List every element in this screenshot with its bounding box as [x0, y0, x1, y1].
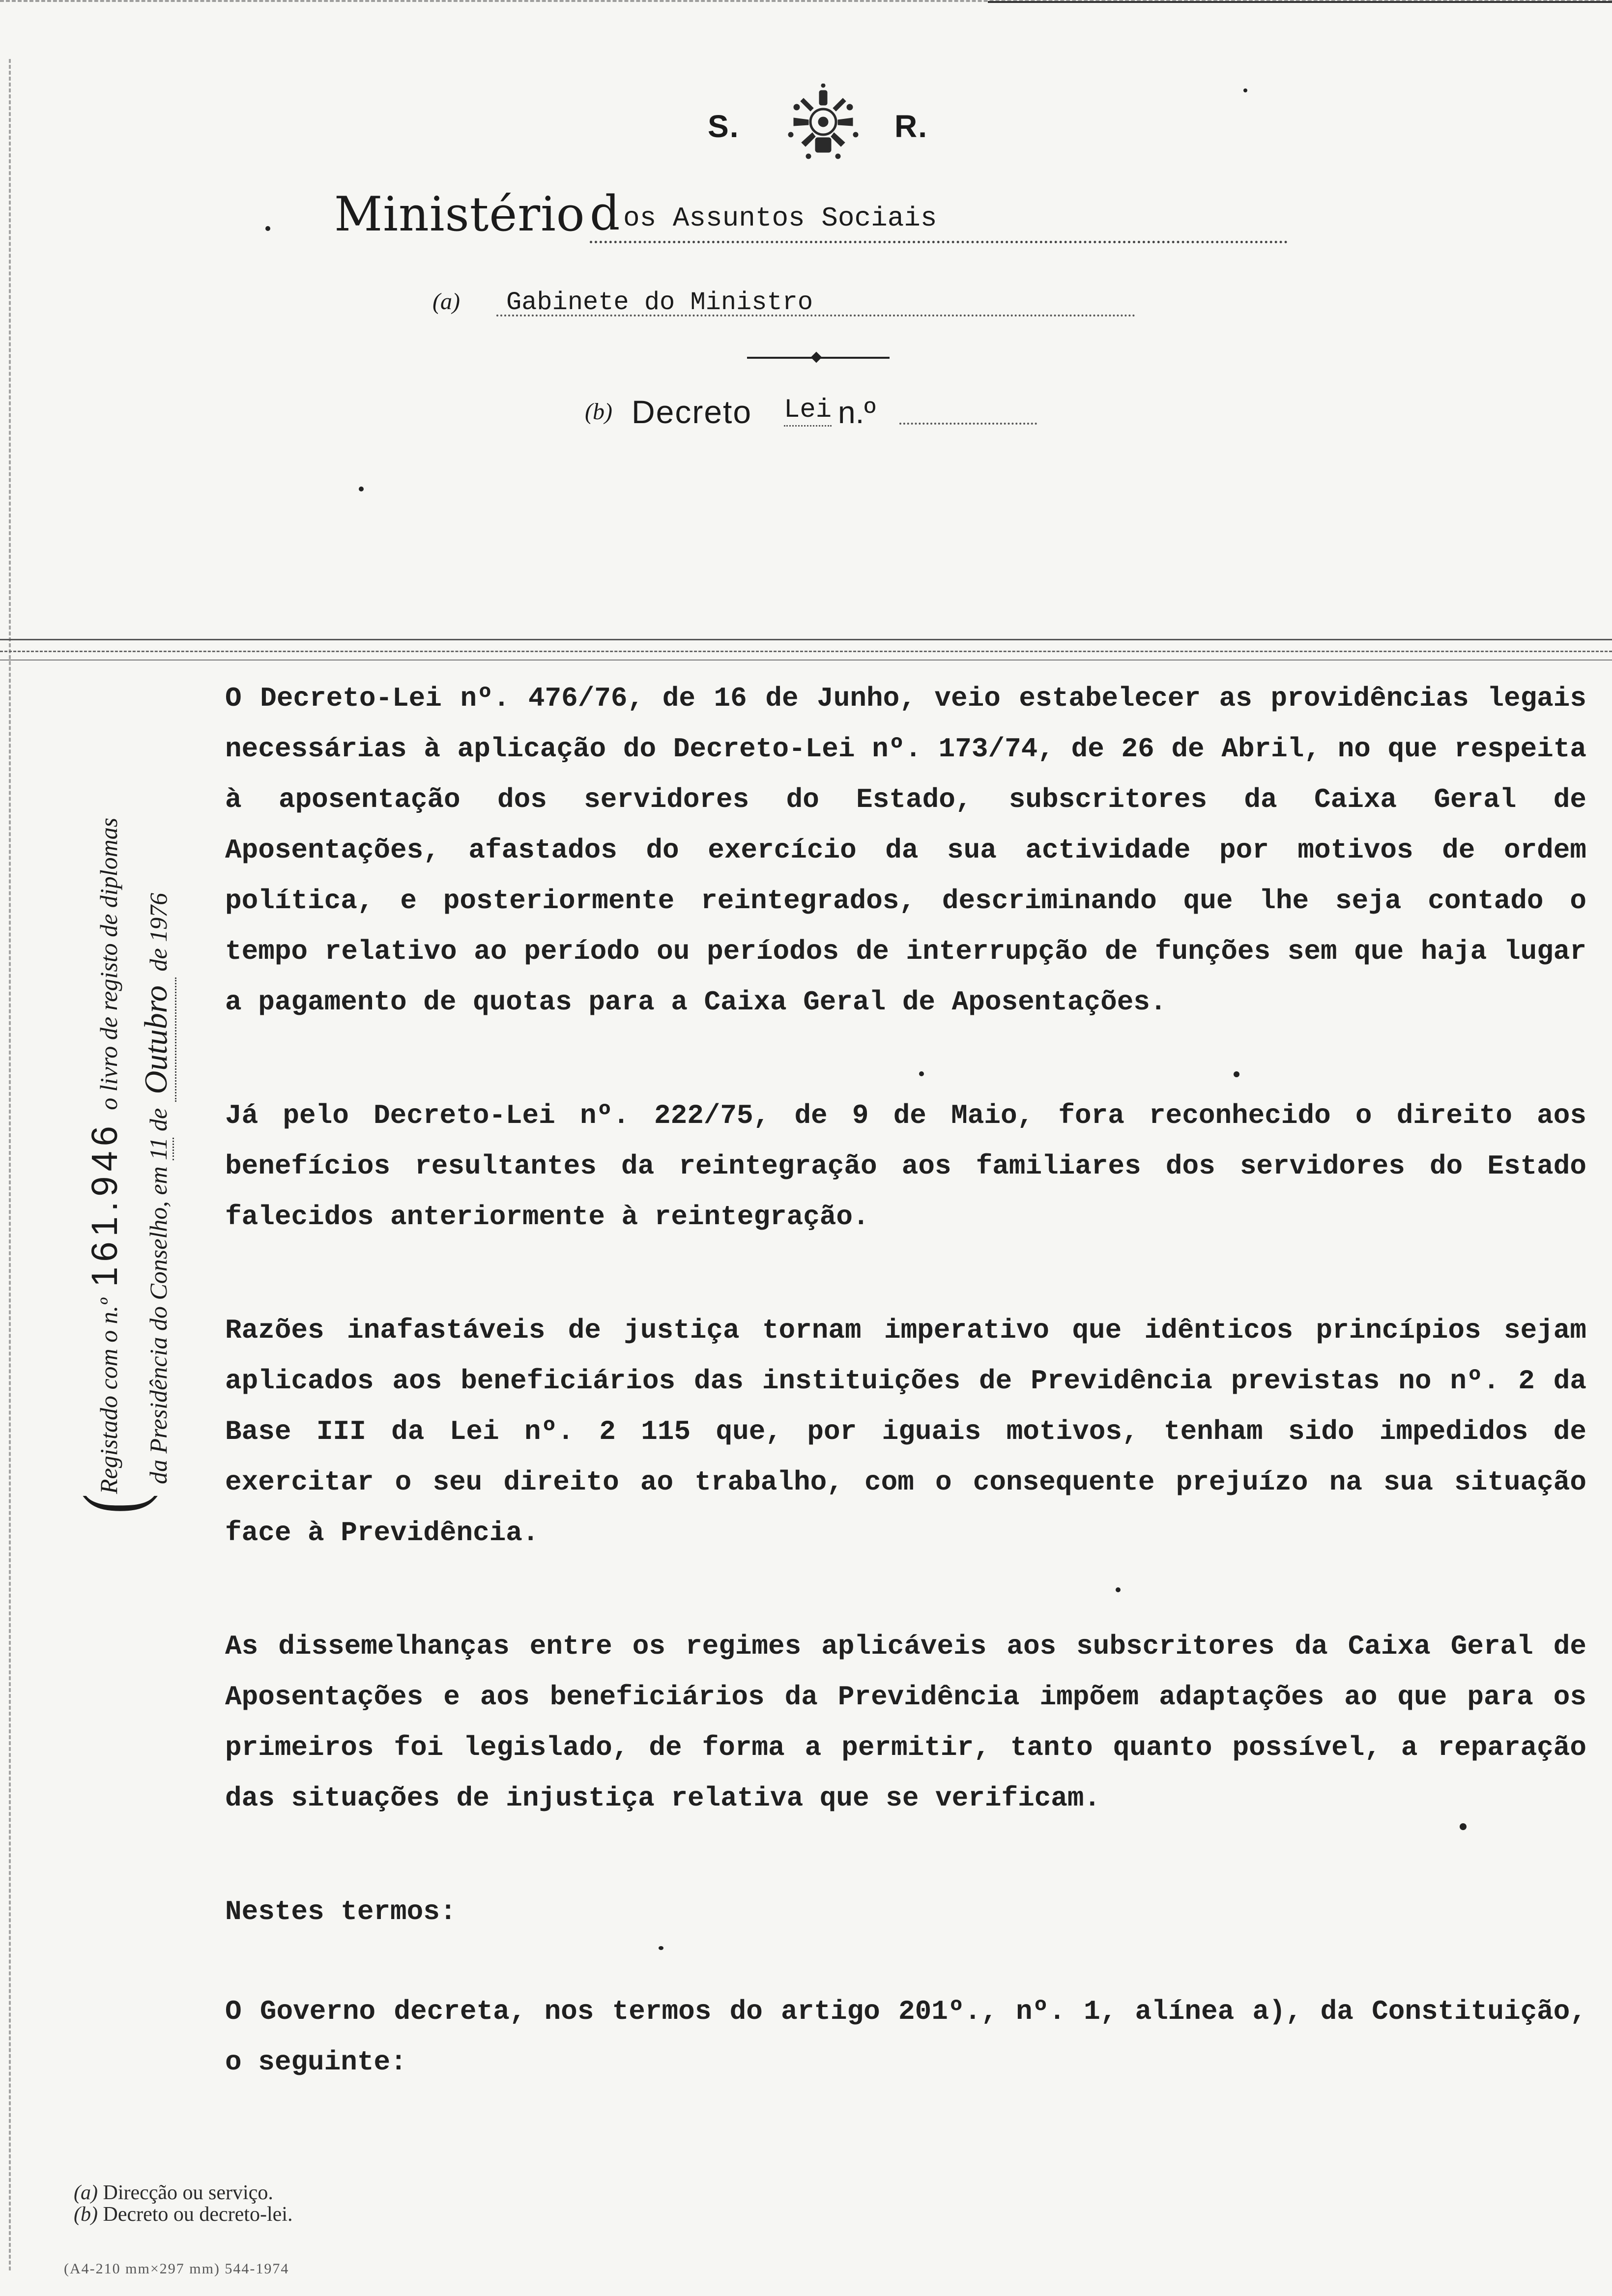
registry-day: 11 [144, 1138, 174, 1160]
decree-number-field [899, 423, 1037, 425]
diamond-icon [811, 352, 822, 363]
scan-speck [359, 487, 364, 491]
footnote-a-text: Direcção ou serviço. [103, 2181, 273, 2204]
horizontal-rules [0, 634, 1612, 673]
paragraph-6: O Governo decreta, nos termos do artigo 201º., nº. 1, alínea a), da Constituição, o seguinte: [225, 1996, 1586, 2078]
footnote-a-mark: (a) [74, 2181, 98, 2204]
decree-kind: Lei [784, 395, 832, 427]
scan-speck [265, 226, 270, 231]
ministry-name: os Assuntos Sociais [623, 202, 937, 234]
paragraph-2: Já pelo Decreto-Lei nº. 222/75, de 9 de Maio, fora reconhecido o direito aos benefícios resultantes da reintegração aos familiares dos servidores do Estado falecidos anteriormente à reintegração. [225, 1100, 1586, 1233]
decree-label: Decreto [632, 394, 752, 430]
coat-of-arms-icon [774, 84, 872, 162]
service-name: Gabinete do Ministro [506, 288, 813, 317]
registry-month: Outubro [138, 977, 176, 1102]
registry-date-label: da Presidência do Conselho, em [144, 1166, 172, 1484]
footnote-a [74, 2182, 663, 2204]
bracket-icon: ( [66, 1494, 158, 1514]
sr-left-letter: S. [708, 109, 740, 144]
ministry-label: Ministério [334, 187, 585, 242]
registry-year: de 1976 [144, 892, 172, 972]
decree-number-label: n.º [838, 395, 876, 430]
scan-speck [1460, 1823, 1467, 1830]
registry-line-1 [84, 818, 125, 1494]
registry-de: de [144, 1108, 172, 1132]
footnote-mark-b: (b) [585, 399, 612, 425]
paragraph-4: As dissemelhanças entre os regimes aplicáveis aos subscritores da Caixa Geral de Aposentações e aos beneficiários da Previdência impõem adaptações ao que para os primeiros foi legislado, de forma a permitir, tanto quanto possível, a reparação das situações de injustiça relativa que se verificam. [225, 1631, 1586, 1814]
top-solid-edge [988, 1, 1612, 3]
scan-speck [1116, 1587, 1121, 1592]
footnote-mark-a: (a) [432, 288, 460, 315]
footnotes [74, 2182, 663, 2225]
letterhead-sr [698, 84, 973, 172]
print-code: (A4-210 mm×297 mm) 544-1974 [64, 2261, 289, 2277]
registry-text-end: o livro de registo de diplomas [95, 817, 122, 1110]
footnote-b-text: Decreto ou decreto-lei. [103, 2203, 293, 2226]
registry-text-start: Registado com o n.º [95, 1298, 122, 1494]
registry-number: 161.946 [84, 1121, 125, 1287]
decree-body [225, 673, 1586, 2088]
ministry-heading [334, 187, 1317, 251]
registry-note [64, 580, 177, 1514]
footnote-b-mark: (b) [74, 2203, 98, 2226]
ministry-name-field [590, 186, 1288, 243]
binding-edge [9, 59, 13, 2270]
paragraph-5: Nestes termos: [225, 1896, 457, 1927]
sr-right-letter: R. [894, 109, 928, 144]
scan-speck [1243, 88, 1247, 92]
decree-row [585, 393, 1076, 437]
ornament-separator [747, 353, 890, 363]
scan-speck [659, 1946, 663, 1950]
service-row [432, 285, 1199, 324]
ministry-prefix: d [590, 186, 620, 241]
paragraph-3: Razões inafastáveis de justiça tornam imperativo que idênticos princípios sejam aplicados aos beneficiários das instituições de Previdência previstas no nº. 2 da Base III da Lei nº. 2 115 que, por iguais motivos, tenham sido impedidos de exercitar o seu direito ao trabalho, com o consequente prejuízo na sua situação face à Previdência. [225, 1315, 1586, 1549]
footnote-b [74, 2204, 663, 2225]
service-field [496, 285, 1135, 316]
scan-speck [1234, 1071, 1239, 1077]
registry-line-2 [138, 893, 176, 1484]
paragraph-1: O Decreto-Lei nº. 476/76, de 16 de Junho, veio estabelecer as providências legais necessárias à aplicação do Decreto-Lei nº. 173/74, de 26 de Abril, no que respeita à aposentação dos servidores do Estado, subscritores da Caixa Geral de Aposentações, afastados do exercício da sua actividade por motivos de ordem política, e posteriormente reintegrados, descriminando que lhe seja contado o tempo relativo ao período ou períodos de interrupção de funções sem que haja lugar a pagamento de quotas para a Caixa Geral de Aposentações. [225, 683, 1586, 1018]
scan-speck [919, 1071, 924, 1076]
